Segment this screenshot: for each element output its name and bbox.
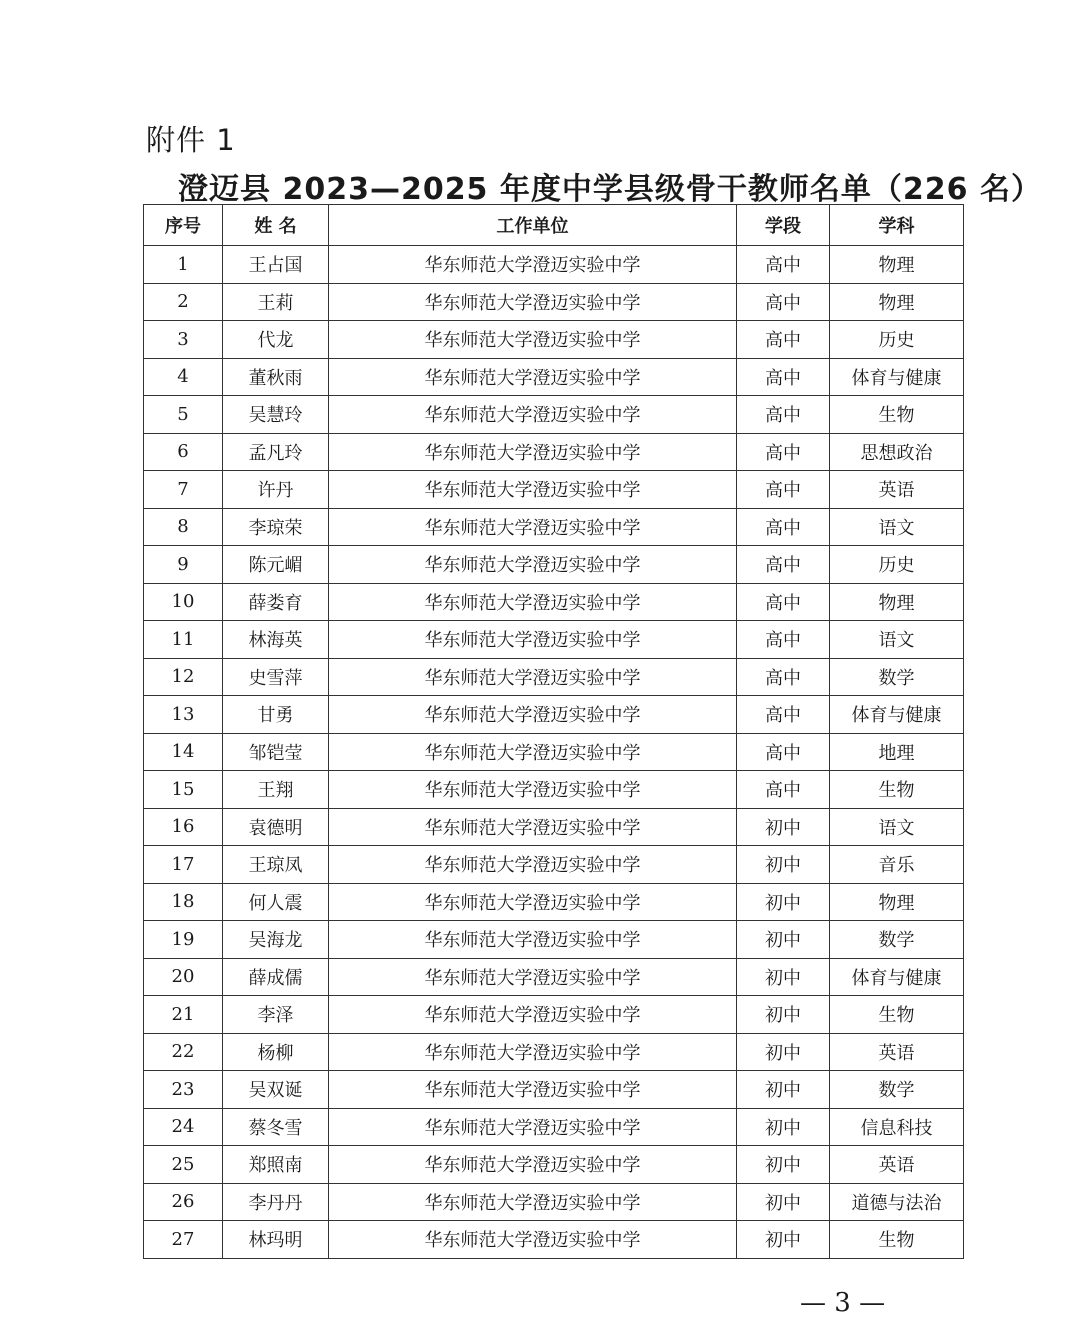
cell-school-level: 高中 <box>737 358 830 396</box>
cell-subject: 数学 <box>830 658 964 696</box>
cell-school-level: 初中 <box>737 958 830 996</box>
cell-subject: 数学 <box>830 1071 964 1109</box>
cell-name: 许丹 <box>223 471 329 509</box>
cell-school-level: 高中 <box>737 546 830 584</box>
cell-school-level: 初中 <box>737 1108 830 1146</box>
cell-name: 李泽 <box>223 996 329 1034</box>
cell-school-level: 高中 <box>737 396 830 434</box>
page-number: — 3 — <box>800 1288 886 1318</box>
cell-name: 史雪萍 <box>223 658 329 696</box>
table-row <box>144 433 964 471</box>
cell-serial-number: 4 <box>144 358 223 396</box>
table-row <box>144 846 964 884</box>
cell-serial-number: 19 <box>144 921 223 959</box>
cell-serial-number: 3 <box>144 321 223 359</box>
cell-work-unit: 华东师范大学澄迈实验中学 <box>329 658 737 696</box>
cell-serial-number: 8 <box>144 508 223 546</box>
cell-school-level: 高中 <box>737 508 830 546</box>
table-row <box>144 621 964 659</box>
cell-serial-number: 24 <box>144 1108 223 1146</box>
cell-name: 薛成儒 <box>223 958 329 996</box>
teacher-roster-table <box>143 204 964 1259</box>
cell-subject: 体育与健康 <box>830 696 964 734</box>
cell-serial-number: 13 <box>144 696 223 734</box>
cell-name: 薛娄育 <box>223 583 329 621</box>
cell-school-level: 高中 <box>737 733 830 771</box>
cell-subject: 地理 <box>830 733 964 771</box>
cell-serial-number: 27 <box>144 1221 223 1259</box>
cell-subject: 英语 <box>830 1146 964 1184</box>
cell-subject: 语文 <box>830 621 964 659</box>
cell-work-unit: 华东师范大学澄迈实验中学 <box>329 508 737 546</box>
cell-work-unit: 华东师范大学澄迈实验中学 <box>329 621 737 659</box>
header-row <box>144 205 964 246</box>
cell-subject: 体育与健康 <box>830 958 964 996</box>
cell-work-unit: 华东师范大学澄迈实验中学 <box>329 1071 737 1109</box>
cell-work-unit: 华东师范大学澄迈实验中学 <box>329 808 737 846</box>
table-row <box>144 321 964 359</box>
cell-subject: 体育与健康 <box>830 358 964 396</box>
cell-name: 杨柳 <box>223 1033 329 1071</box>
cell-work-unit: 华东师范大学澄迈实验中学 <box>329 1183 737 1221</box>
table-row <box>144 771 964 809</box>
table-row <box>144 883 964 921</box>
document-title: 澄迈县 2023—2025 年度中学县级骨干教师名单（226 名） <box>178 172 1042 207</box>
cell-school-level: 高中 <box>737 583 830 621</box>
cell-school-level: 初中 <box>737 1221 830 1259</box>
cell-serial-number: 11 <box>144 621 223 659</box>
cell-work-unit: 华东师范大学澄迈实验中学 <box>329 696 737 734</box>
table-row <box>144 583 964 621</box>
cell-school-level: 初中 <box>737 846 830 884</box>
table-row <box>144 1221 964 1259</box>
cell-work-unit: 华东师范大学澄迈实验中学 <box>329 396 737 434</box>
cell-serial-number: 17 <box>144 846 223 884</box>
cell-subject: 物理 <box>830 246 964 284</box>
cell-name: 王琼凤 <box>223 846 329 884</box>
table-row <box>144 283 964 321</box>
cell-name: 吴双诞 <box>223 1071 329 1109</box>
cell-serial-number: 1 <box>144 246 223 284</box>
cell-name: 蔡冬雪 <box>223 1108 329 1146</box>
table-row <box>144 1183 964 1221</box>
cell-name: 陈元嵋 <box>223 546 329 584</box>
table-row <box>144 508 964 546</box>
cell-school-level: 初中 <box>737 1071 830 1109</box>
cell-serial-number: 15 <box>144 771 223 809</box>
cell-subject: 数学 <box>830 921 964 959</box>
cell-serial-number: 2 <box>144 283 223 321</box>
cell-serial-number: 6 <box>144 433 223 471</box>
header-work-unit: 工作单位 <box>329 205 737 246</box>
cell-serial-number: 9 <box>144 546 223 584</box>
cell-school-level: 高中 <box>737 696 830 734</box>
cell-name: 李琼荣 <box>223 508 329 546</box>
table-row <box>144 546 964 584</box>
table-body <box>144 246 964 1259</box>
cell-serial-number: 12 <box>144 658 223 696</box>
cell-school-level: 初中 <box>737 1146 830 1184</box>
cell-serial-number: 22 <box>144 1033 223 1071</box>
cell-subject: 生物 <box>830 996 964 1034</box>
cell-subject: 物理 <box>830 283 964 321</box>
cell-work-unit: 华东师范大学澄迈实验中学 <box>329 958 737 996</box>
cell-subject: 音乐 <box>830 846 964 884</box>
cell-serial-number: 16 <box>144 808 223 846</box>
cell-subject: 生物 <box>830 396 964 434</box>
cell-school-level: 初中 <box>737 1183 830 1221</box>
table-row <box>144 358 964 396</box>
table-row <box>144 808 964 846</box>
cell-subject: 生物 <box>830 1221 964 1259</box>
cell-subject: 物理 <box>830 883 964 921</box>
cell-name: 郑照南 <box>223 1146 329 1184</box>
cell-work-unit: 华东师范大学澄迈实验中学 <box>329 1221 737 1259</box>
cell-name: 何人震 <box>223 883 329 921</box>
cell-work-unit: 华东师范大学澄迈实验中学 <box>329 846 737 884</box>
cell-name: 王占国 <box>223 246 329 284</box>
cell-school-level: 高中 <box>737 658 830 696</box>
table-row <box>144 1146 964 1184</box>
cell-work-unit: 华东师范大学澄迈实验中学 <box>329 283 737 321</box>
table-row <box>144 1108 964 1146</box>
cell-work-unit: 华东师范大学澄迈实验中学 <box>329 771 737 809</box>
cell-serial-number: 25 <box>144 1146 223 1184</box>
cell-name: 袁德明 <box>223 808 329 846</box>
cell-subject: 历史 <box>830 321 964 359</box>
cell-name: 吴海龙 <box>223 921 329 959</box>
header-name: 姓 名 <box>223 205 329 246</box>
cell-serial-number: 20 <box>144 958 223 996</box>
cell-subject: 英语 <box>830 471 964 509</box>
table-row <box>144 958 964 996</box>
cell-work-unit: 华东师范大学澄迈实验中学 <box>329 321 737 359</box>
header-school-level: 学段 <box>737 205 830 246</box>
table-row <box>144 996 964 1034</box>
cell-serial-number: 18 <box>144 883 223 921</box>
cell-school-level: 初中 <box>737 996 830 1034</box>
cell-subject: 历史 <box>830 546 964 584</box>
table-row <box>144 471 964 509</box>
cell-name: 邹铠莹 <box>223 733 329 771</box>
cell-school-level: 高中 <box>737 471 830 509</box>
header-serial-number: 序号 <box>144 205 223 246</box>
cell-school-level: 初中 <box>737 808 830 846</box>
cell-subject: 思想政治 <box>830 433 964 471</box>
table-row <box>144 396 964 434</box>
cell-school-level: 高中 <box>737 246 830 284</box>
cell-work-unit: 华东师范大学澄迈实验中学 <box>329 996 737 1034</box>
cell-school-level: 初中 <box>737 921 830 959</box>
cell-serial-number: 23 <box>144 1071 223 1109</box>
table-row <box>144 246 964 284</box>
cell-work-unit: 华东师范大学澄迈实验中学 <box>329 1146 737 1184</box>
cell-serial-number: 21 <box>144 996 223 1034</box>
cell-serial-number: 14 <box>144 733 223 771</box>
cell-school-level: 高中 <box>737 433 830 471</box>
cell-name: 林玛明 <box>223 1221 329 1259</box>
cell-serial-number: 10 <box>144 583 223 621</box>
table-row <box>144 921 964 959</box>
cell-name: 甘勇 <box>223 696 329 734</box>
cell-work-unit: 华东师范大学澄迈实验中学 <box>329 1108 737 1146</box>
table-header <box>144 205 964 246</box>
cell-name: 孟凡玲 <box>223 433 329 471</box>
cell-work-unit: 华东师范大学澄迈实验中学 <box>329 358 737 396</box>
cell-subject: 语文 <box>830 508 964 546</box>
cell-serial-number: 5 <box>144 396 223 434</box>
cell-work-unit: 华东师范大学澄迈实验中学 <box>329 1033 737 1071</box>
cell-school-level: 初中 <box>737 883 830 921</box>
cell-work-unit: 华东师范大学澄迈实验中学 <box>329 583 737 621</box>
cell-work-unit: 华东师范大学澄迈实验中学 <box>329 883 737 921</box>
cell-subject: 道德与法治 <box>830 1183 964 1221</box>
cell-school-level: 初中 <box>737 1033 830 1071</box>
cell-school-level: 高中 <box>737 321 830 359</box>
cell-name: 林海英 <box>223 621 329 659</box>
cell-work-unit: 华东师范大学澄迈实验中学 <box>329 546 737 584</box>
cell-work-unit: 华东师范大学澄迈实验中学 <box>329 246 737 284</box>
cell-name: 王莉 <box>223 283 329 321</box>
attachment-label: 附件 1 <box>146 123 236 157</box>
table-row <box>144 1071 964 1109</box>
cell-work-unit: 华东师范大学澄迈实验中学 <box>329 433 737 471</box>
cell-name: 王翔 <box>223 771 329 809</box>
table-row <box>144 696 964 734</box>
table-row <box>144 1033 964 1071</box>
cell-serial-number: 26 <box>144 1183 223 1221</box>
cell-subject: 生物 <box>830 771 964 809</box>
header-subject: 学科 <box>830 205 964 246</box>
table-row <box>144 658 964 696</box>
cell-subject: 语文 <box>830 808 964 846</box>
cell-school-level: 高中 <box>737 283 830 321</box>
cell-name: 吴慧玲 <box>223 396 329 434</box>
cell-subject: 物理 <box>830 583 964 621</box>
cell-serial-number: 7 <box>144 471 223 509</box>
cell-school-level: 高中 <box>737 621 830 659</box>
cell-work-unit: 华东师范大学澄迈实验中学 <box>329 921 737 959</box>
cell-school-level: 高中 <box>737 771 830 809</box>
cell-work-unit: 华东师范大学澄迈实验中学 <box>329 733 737 771</box>
cell-name: 李丹丹 <box>223 1183 329 1221</box>
table-row <box>144 733 964 771</box>
cell-name: 代龙 <box>223 321 329 359</box>
cell-subject: 信息科技 <box>830 1108 964 1146</box>
cell-work-unit: 华东师范大学澄迈实验中学 <box>329 471 737 509</box>
cell-subject: 英语 <box>830 1033 964 1071</box>
cell-name: 董秋雨 <box>223 358 329 396</box>
